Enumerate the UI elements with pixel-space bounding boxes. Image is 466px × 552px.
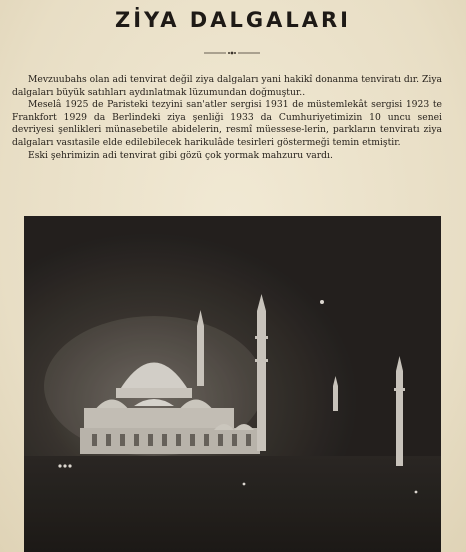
article-body	[12, 74, 442, 162]
paragraph-3: Eski şehrimizin adi tenvirat gibi gözü çok yormak mahzuru vardı.	[28, 149, 333, 161]
page-title: ZİYA DALGALARI	[115, 8, 351, 32]
divider-ornament-icon	[204, 50, 260, 56]
paragraph-2: Meselâ 1925 de Paristeki tezyini san'atler sergisi 1931 de müstemlekât sergisi 1923 te Frankfort 1929 da Berlindeki ziya şenliği 1933 da Cumhuriyetimizin 10 uncu senei devriyesi şenlikleri münasebetile abidelerin, resmî müessese-lerin, parkların tenviratı ziya dalgaları vasıtasile elde edilebilecek harikulâde tesirleri göstermeği temin etmiştir.	[12, 99, 442, 148]
mosque-night-image	[24, 216, 441, 552]
illuminated-mosque-photo	[24, 216, 441, 552]
paragraph-1: Mevzuubahs olan adi tenvirat değil ziya dalgaları yani hakikî donanma tenviratı dır. Ziya dalgaları büyük satıhları aydınlatmak lüzumundan doğmuştur..	[12, 74, 442, 98]
